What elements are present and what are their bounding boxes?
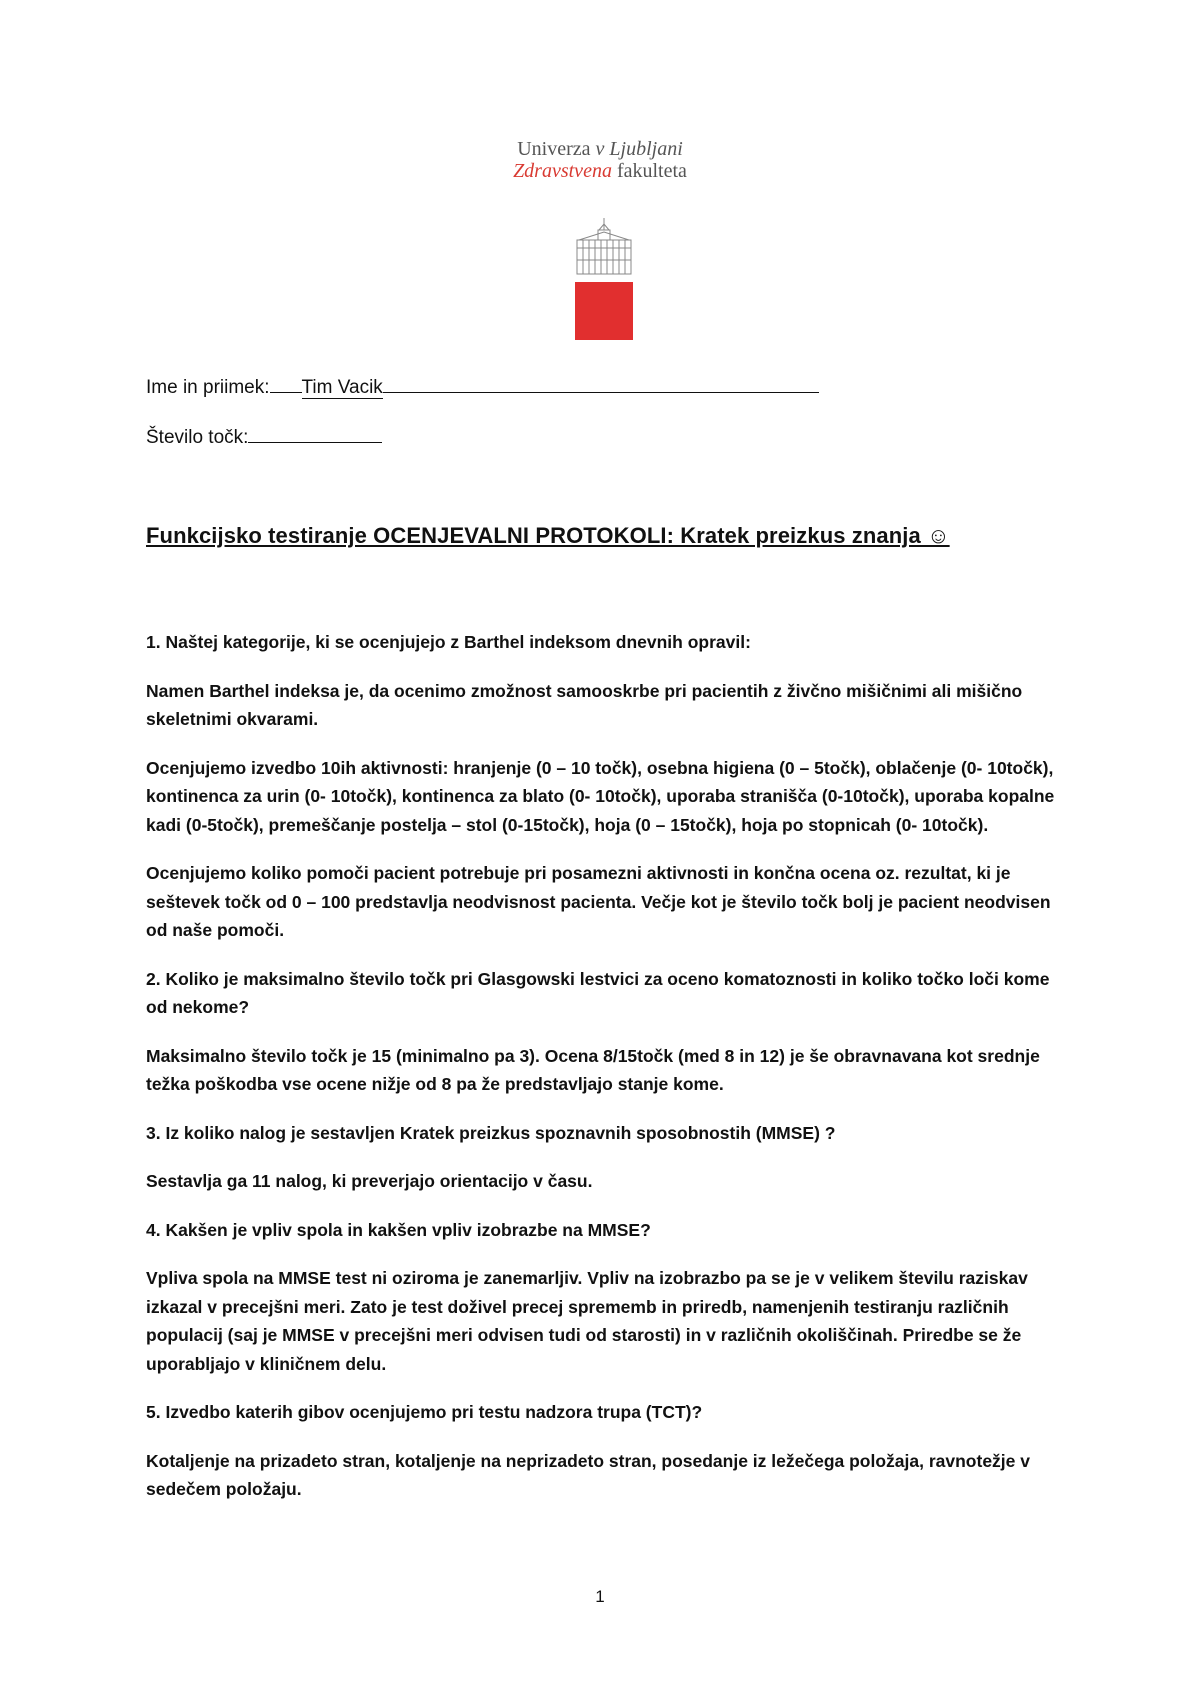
question-paragraph: 5. Izvedbo katerih gibov ocenjujemo pri testu nadzora trupa (TCT)? — [146, 1402, 703, 1422]
answer-paragraph: Maksimalno število točk je 15 (minimalno pa 3). Ocena 8/15točk (med 8 in 12) je še obravnavana kot srednje težka poškodba vse ocene nižje od 8 pa že predstavljajo stanje kome. — [146, 1045, 1040, 1094]
name-underline-start — [270, 374, 302, 393]
points-blank[interactable] — [248, 424, 382, 443]
page-number: 1 — [595, 1587, 605, 1606]
question-paragraph: 4. Kakšen je vpliv spola in kakšen vpliv izobrazbe na MMSE? — [146, 1219, 651, 1240]
question-paragraph: 1. Naštej kategorije, ki se ocenjujejo z Barthel indeksom dnevnih opravil: — [146, 632, 751, 652]
university-name: Univerza v Ljubljani — [517, 138, 683, 160]
points-label: Število točk: — [146, 427, 249, 448]
name-field — [146, 374, 819, 399]
answer-paragraph: Vpliva spola na MMSE test ni oziroma je zanemarljiv. Vpliv na izobrazbo pa se je v velikem številu raziskav izkazal v precejšni meri. Zato je test doživel precej sprememb in priredb, namenjenih testiranju različnih populacij (saj je MMSE v precejšni meri odvisen tudi od starosti) in v različnih okoliščinah. Priredbe se že uporabljajo v kliničnem delu. — [146, 1268, 1028, 1374]
name-value[interactable]: Tim Vacik — [301, 377, 383, 398]
question-paragraph: 2. Koliko je maksimalno število točk pri Glasgowski lestvici za oceno komatoznosti in koliko točko loči kome od nekome? — [146, 968, 1050, 1017]
name-label: Ime in priimek: — [146, 377, 270, 398]
faculty-name: Zdravstvena fakulteta — [513, 160, 687, 182]
answer-paragraph: Namen Barthel indeksa je, da ocenimo zmožnost samooskrbe pri pacientih z živčno mišičnimi ali mišično skeletnimi okvarami. — [146, 680, 1023, 729]
document-body — [146, 628, 1066, 1524]
question-paragraph: 3. Iz koliko nalog je sestavljen Kratek preizkus spoznavnih sposobnostih (MMSE) ? — [146, 1122, 836, 1143]
university-logo — [0, 138, 1200, 182]
page-title: Funkcijsko testiranje OCENJEVALNI PROTOKOLI: Kratek preizkus znanja ☺ — [146, 523, 950, 548]
university-emblem-icon — [575, 218, 633, 340]
name-underline-end — [383, 374, 819, 393]
answer-paragraph: Ocenjujemo koliko pomoči pacient potrebuje pri posamezni aktivnosti in končna ocena oz. rezultat, ki je seštevek točk od 0 – 100 predstavlja neodvisnost pacienta. Večje kot je število točk bolj je pacient neodvisen od naše pomoči. — [146, 863, 1051, 940]
points-field — [146, 424, 382, 449]
answer-paragraph: Ocenjujemo izvedbo 10ih aktivnosti: hranjenje (0 – 10 točk), osebna higiena (0 – 5točk), oblačenje (0- 10točk), kontinenca za urin (0- 10točk), kontinenca za blato (0- 10točk), uporaba stranišča (0-10točk), uporaba kopalne kadi (0-5točk), premeščanje postelja – stol (0-15točk), hoja (0 – 15točk), hoja po stopnicah (0- 10točk). — [146, 757, 1055, 835]
answer-paragraph: Sestavlja ga 11 nalog, ki preverjajo orientacijo v času. — [146, 1171, 593, 1191]
answer-paragraph: Kotaljenje na prizadeto stran, kotaljenje na neprizadeto stran, posedanje iz ležečega položaja, ravnotežje v sedečem položaju. — [146, 1450, 1030, 1499]
